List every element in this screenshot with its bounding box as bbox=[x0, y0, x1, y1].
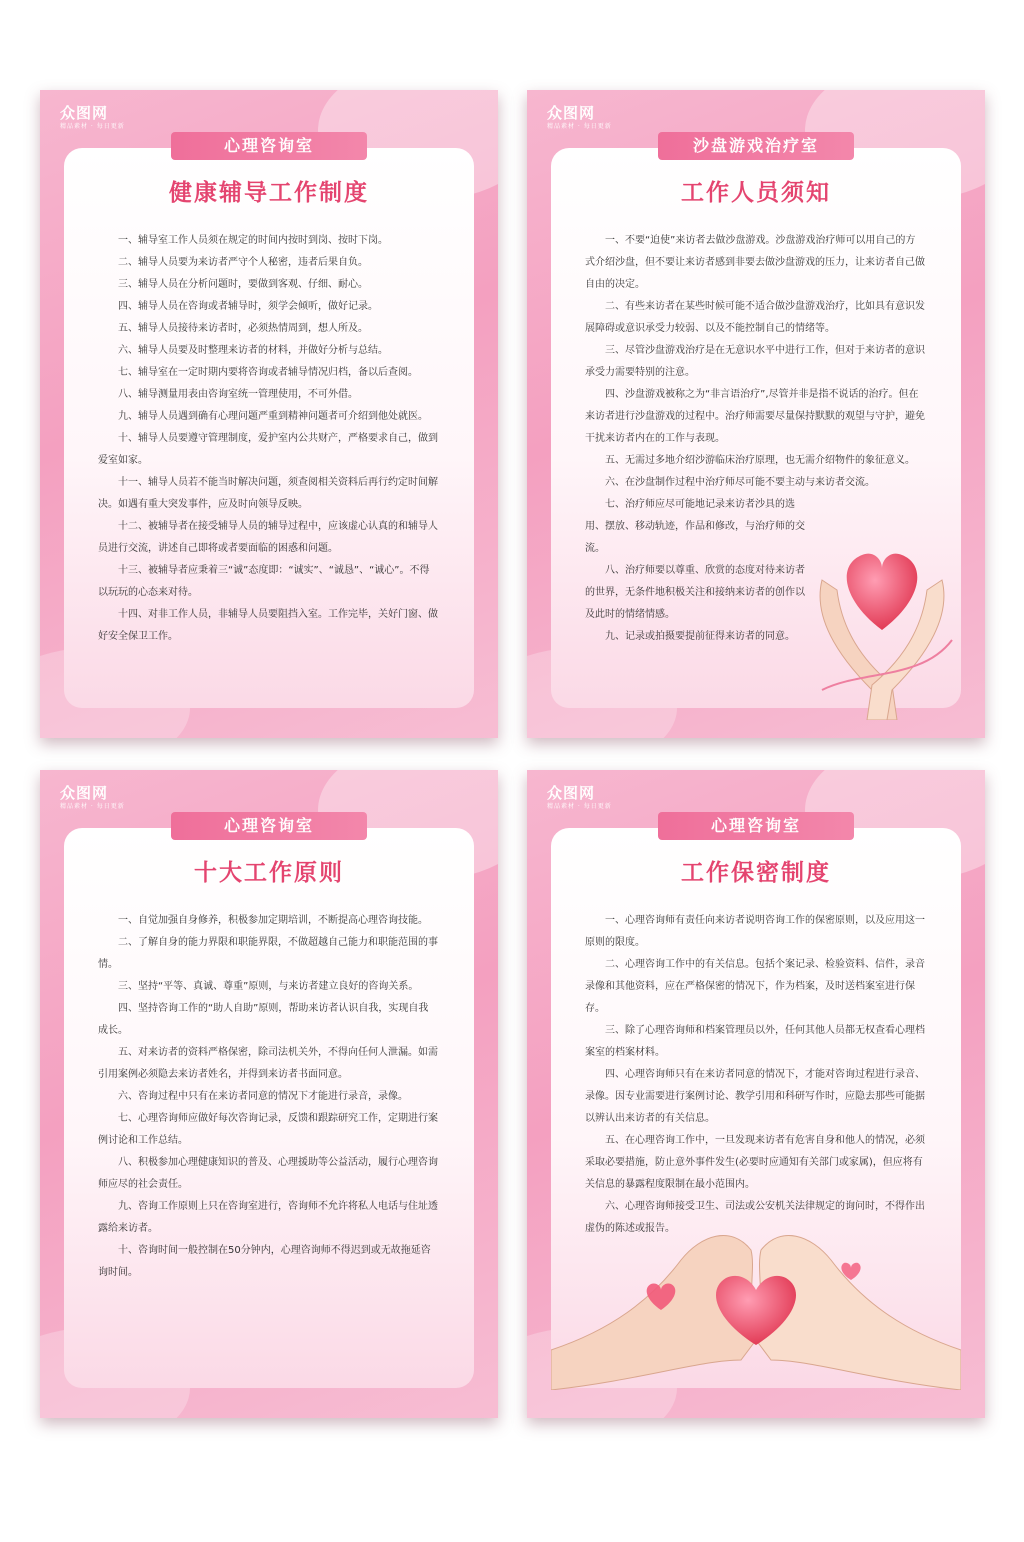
room-tag: 心理咨询室 bbox=[658, 812, 854, 840]
rule-item: 二、心理咨询工作中的有关信息。包括个案记录、检验资料、信件，录音录像和其他资料，应在严格保密的情况下，作为档案，及时送档案室进行保存。 bbox=[585, 959, 925, 1014]
rule-item: 四、坚持咨询工作的“助人自助”原则，帮助来访者认识自我，实现自我成长。 bbox=[98, 1003, 429, 1036]
rule-item: 十、辅导人员要遵守管理制度，爱护室内公共财产，严格要求自己，做到爱室如家。 bbox=[98, 433, 438, 466]
rule-item: 四、心理咨询师只有在来访者同意的情况下，才能对咨询过程进行录音、录像。因专业需要进行案例讨论、教学引用和科研写作时，应隐去那些可能据以辨认出来访者的有关信息。 bbox=[585, 1069, 925, 1124]
rule-item: 三、除了心理咨询师和档案管理员以外，任何其他人员都无权查看心理档案室的档案材料。 bbox=[585, 1025, 925, 1058]
rule-item: 七、治疗师应尽可能地记录来访者沙具的选用、摆放、移动轨迹，作品和修改，与治疗师的交流。 bbox=[585, 499, 805, 554]
rule-item: 一、自觉加强自身修养，积极参加定期培训，不断提高心理咨询技能。 bbox=[118, 915, 428, 926]
brand-logo bbox=[60, 106, 125, 130]
brand-logo bbox=[60, 786, 125, 810]
rule-item: 一、辅导室工作人员须在规定的时间内按时到岗、按时下岗。 bbox=[118, 235, 388, 246]
rules-list bbox=[585, 910, 925, 1240]
rule-item: 六、在沙盘制作过程中治疗师尽可能不要主动与来访者交流。 bbox=[605, 477, 875, 488]
rule-item: 五、对来访者的资料严格保密，除司法机关外，不得向任何人泄漏。如需引用案例必须隐去来访者姓名，并得到来访者书面同意。 bbox=[98, 1047, 438, 1080]
rule-item: 六、咨询过程中只有在来访者同意的情况下才能进行录音，录像。 bbox=[118, 1091, 408, 1102]
rule-item: 十三、被辅导者应秉着三“诚”态度即：“诚实”、“诚恳”、“诚心”。不得以玩玩的心态来对待。 bbox=[98, 565, 430, 598]
room-tag: 心理咨询室 bbox=[171, 812, 367, 840]
rule-item: 五、辅导人员接待来访者时，必须热情周到，想人所及。 bbox=[118, 323, 368, 334]
room-tag: 心理咨询室 bbox=[171, 132, 367, 160]
logo-text: 众图网 bbox=[60, 784, 109, 802]
rule-item: 三、尽管沙盘游戏治疗是在无意识水平中进行工作，但对于来访者的意识承受力需要特别的注意。 bbox=[585, 345, 925, 378]
rules-list bbox=[98, 910, 438, 1284]
rule-item: 一、不要“迫使”来访者去做沙盘游戏。沙盘游戏治疗师可以用自己的方式介绍沙盘，但不要让来访者感到非要去做沙盘游戏的压力，让来访者自己做自由的决定。 bbox=[585, 235, 925, 290]
brand-logo bbox=[547, 106, 612, 130]
hands-holding-heart-icon bbox=[802, 520, 962, 720]
poster-title: 健康辅导工作制度 bbox=[169, 179, 369, 206]
rule-item: 一、心理咨询师有责任向来访者说明咨询工作的保密原则，以及应用这一原则的限度。 bbox=[585, 915, 925, 948]
poster-title: 工作保密制度 bbox=[681, 859, 831, 886]
rule-item: 六、心理咨询师接受卫生、司法或公安机关法律规定的询问时，不得作出虚伪的陈述或报告。 bbox=[585, 1201, 925, 1234]
rule-item: 二、了解自身的能力界限和职能界限，不做超越自己能力和职能范围的事情。 bbox=[98, 937, 438, 970]
rule-item: 六、辅导人员要及时整理来访者的材料，并做好分析与总结。 bbox=[118, 345, 388, 356]
rule-item: 五、无需过多地介绍沙游临床治疗原理，也无需介绍物件的象征意义。 bbox=[605, 455, 915, 466]
rule-item: 四、辅导人员在咨询或者辅导时，须学会倾听，做好记录。 bbox=[118, 301, 378, 312]
rule-item: 二、有些来访者在某些时候可能不适合做沙盘游戏治疗，比如具有意识发展障碍或意识承受力较弱、以及不能控制自己的情绪等。 bbox=[585, 301, 925, 334]
poster-sandplay-staff bbox=[527, 90, 985, 738]
rule-item: 十二、被辅导者在接受辅导人员的辅导过程中，应该虚心认真的和辅导人员进行交流，讲述自己即将或者要面临的困惑和问题。 bbox=[98, 521, 438, 554]
logo-tagline: 精品素材 · 每日更新 bbox=[60, 123, 125, 130]
poster-confidentiality bbox=[527, 770, 985, 1418]
rule-item: 七、心理咨询师应做好每次咨询记录，反馈和跟踪研究工作，定期进行案例讨论和工作总结。 bbox=[98, 1113, 438, 1146]
rule-item: 八、辅导测量用表由咨询室统一管理使用，不可外借。 bbox=[118, 389, 358, 400]
room-tag: 沙盘游戏治疗室 bbox=[658, 132, 854, 160]
rule-item: 九、辅导人员遇到确有心理问题严重到精神问题者可介绍到他处就医。 bbox=[118, 411, 428, 422]
logo-tagline: 精品素材 · 每日更新 bbox=[547, 123, 612, 130]
rule-item: 四、沙盘游戏被称之为“非言语治疗”,尽管并非是指不说话的治疗。但在来访者进行沙盘游戏的过程中。治疗师需要尽量保持默默的观望与守护，避免干扰来访者内在的工作与表现。 bbox=[585, 389, 925, 444]
rule-item: 二、辅导人员要为来访者严守个人秘密，违者后果自负。 bbox=[118, 257, 368, 268]
logo-text: 众图网 bbox=[547, 784, 596, 802]
rules-list bbox=[98, 230, 438, 648]
logo-text: 众图网 bbox=[547, 104, 596, 122]
logo-text: 众图网 bbox=[60, 104, 109, 122]
rule-item: 七、辅导室在一定时期内要将咨询或者辅导情况归档，备以后查阅。 bbox=[118, 367, 418, 378]
rule-item: 十、咨询时间一般控制在50分钟内，心理咨询师不得迟到或无故拖延咨询时间。 bbox=[98, 1245, 431, 1278]
rule-item: 十一、辅导人员若不能当时解决问题，须查阅相关资料后再行约定时间解决。如遇有重大突发事件，应及时向领导反映。 bbox=[98, 477, 438, 510]
rule-item: 八、治疗师要以尊重、欣赏的态度对待来访者的世界，无条件地积极关注和接纳来访者的创作以及此时的情绪情感。 bbox=[585, 565, 805, 620]
rule-item: 九、记录或拍摄要提前征得来访者的同意。 bbox=[605, 631, 795, 642]
logo-tagline: 精品素材 · 每日更新 bbox=[547, 803, 612, 810]
poster-ten-principles bbox=[40, 770, 498, 1418]
poster-health-guidance bbox=[40, 90, 498, 738]
rule-item: 三、坚持“平等、真诚、尊重”原则，与来访者建立良好的咨询关系。 bbox=[118, 981, 419, 992]
hands-heart-gesture-icon bbox=[551, 1210, 961, 1390]
brand-logo bbox=[547, 786, 612, 810]
rule-item: 八、积极参加心理健康知识的普及、心理援助等公益活动，履行心理咨询师应尽的社会责任。 bbox=[98, 1157, 438, 1190]
rule-item: 三、辅导人员在分析问题时，要做到客观、仔细、耐心。 bbox=[118, 279, 368, 290]
rule-item: 九、咨询工作原则上只在咨询室进行，咨询师不允许将私人电话与住址透露给来访者。 bbox=[98, 1201, 438, 1234]
rule-item: 十四、对非工作人员，非辅导人员要阻挡入室。工作完毕，关好门窗、做好安全保卫工作。 bbox=[98, 609, 438, 642]
poster-title: 十大工作原则 bbox=[194, 859, 344, 886]
content-card bbox=[64, 136, 474, 708]
poster-title: 工作人员须知 bbox=[681, 179, 831, 206]
content-card bbox=[64, 816, 474, 1388]
rule-item: 五、在心理咨询工作中，一旦发现来访者有危害自身和他人的情况，必须采取必要措施，防止意外事件发生(必要时应通知有关部门或家属)，但应将有关信息的暴露程度限制在最小范围内。 bbox=[585, 1135, 925, 1190]
logo-tagline: 精品素材 · 每日更新 bbox=[60, 803, 125, 810]
